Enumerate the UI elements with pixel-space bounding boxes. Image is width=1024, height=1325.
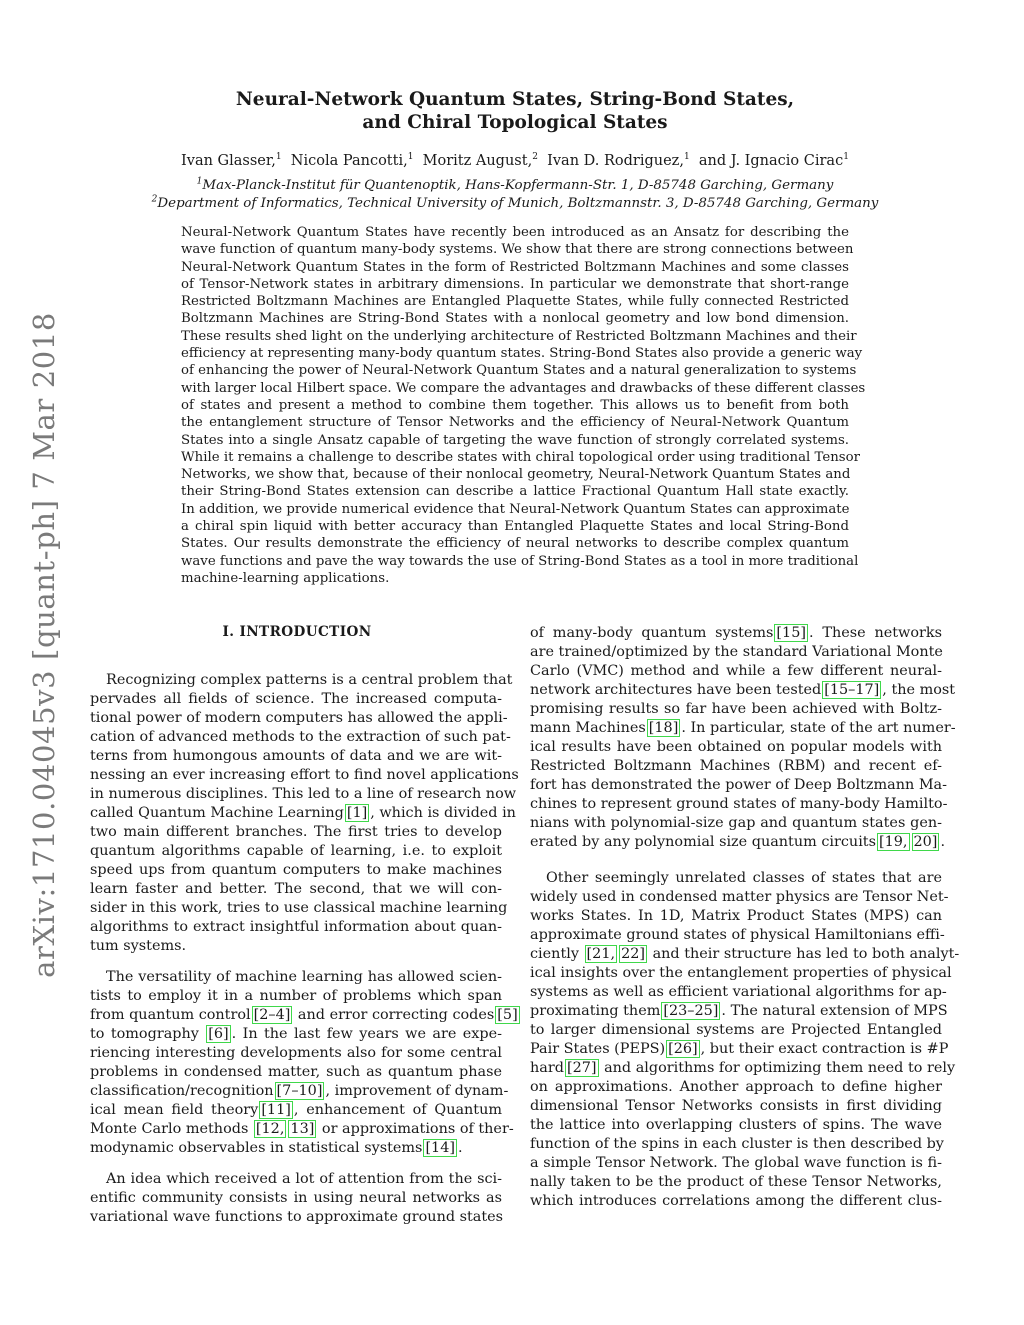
text-line [530, 1040, 949, 1059]
text-line: entific community consists in using neural networks as [90, 1190, 502, 1206]
abstract-line: wave function of quantum many-body systems. We show that there are strong connections between [181, 242, 854, 258]
affiliation-number: 2 [151, 194, 158, 205]
text-line: nessing an ever increasing effort to find novel applications [90, 767, 519, 783]
affiliation-2 [100, 196, 930, 211]
text-line: approximate ground states of physical Hamiltonians effi- [530, 927, 945, 943]
abstract-line: wave functions and pave the way towards the use of String-Bond States as a tool in more traditional [181, 553, 859, 569]
text-line: ical insights over the entanglement properties of physical [530, 965, 952, 981]
text-line [530, 681, 956, 700]
text-span: or approximations of ther- [317, 1121, 514, 1137]
text-line [530, 624, 942, 643]
text-line: algorithms to extract insightful information about quan- [90, 919, 502, 935]
text-line [90, 1139, 502, 1158]
citation-link[interactable]: [23–25] [663, 1003, 719, 1019]
abstract-line: of states and present a method to combine them together. This allows us to benefit from both [181, 397, 849, 413]
text-line: tists to employ it in a number of problems which span [90, 988, 502, 1004]
text-span: and algorithms for optimizing them need to rely [599, 1060, 956, 1076]
citation-link[interactable]: 13] [290, 1121, 315, 1137]
section-heading-introduction: I. INTRODUCTION [222, 624, 372, 640]
author-affiliation-mark: 1 [843, 152, 849, 163]
text-line: in numerous disciplines. This led to a line of research now [90, 786, 517, 802]
abstract-line: of Tensor-Network states in arbitrary dimensions. In particular we demonstrate that short-range [181, 276, 849, 292]
abstract [181, 224, 866, 587]
text-line: tional power of modern computers has allowed the appli- [90, 710, 508, 726]
text-span: classification/recognition [90, 1083, 274, 1099]
text-line: are trained/optimized by the standard Variational Monte [530, 644, 943, 660]
text-span: from quantum control [90, 1007, 251, 1023]
title-line: Neural-Network Quantum States, String-Bond States, [235, 89, 795, 110]
text-span: , improvement of dynam- [325, 1083, 509, 1099]
text-span: , which is divided in [370, 805, 516, 821]
text-span: , enhancement of Quantum [293, 1102, 503, 1118]
text-line: pervades all fields of science. The increased computa- [90, 691, 502, 707]
citation-link[interactable]: [12, [255, 1121, 285, 1137]
abstract-line: efficiency at representing many-body quantum states. String-Bond States also provide a generic way [181, 346, 863, 362]
text-line: quantum algorithms capable of learning, i.e. to exploit [90, 843, 502, 859]
text-line: promising results so far have been achieved with Boltz- [530, 701, 942, 717]
text-span: of many-body quantum systems [530, 625, 774, 641]
citation-link[interactable]: 22] [621, 946, 645, 962]
text-span: called Quantum Machine Learning [90, 805, 344, 821]
text-span: to tomography [90, 1026, 206, 1042]
text-span: erated by any polynomial size quantum circuits [530, 834, 876, 850]
text-line: which introduces correlations among the different clus- [530, 1193, 942, 1209]
abstract-line: States. Our results demonstrate the efficiency of neural networks to describe complex quantum [181, 536, 849, 552]
abstract-line: States into a single Ansatz capable of targeting the wave function of strongly correlated systems. [181, 432, 849, 448]
author-name: Nicola Pancotti, [290, 153, 408, 169]
abstract-line: Neural-Network Quantum States in the form of Restricted Boltzmann Machines and some classes [181, 259, 849, 275]
affiliation-number: 1 [196, 176, 203, 187]
text-line: Recognizing complex patterns is a central problem that [106, 672, 513, 688]
author-affiliation-mark: 1 [275, 152, 282, 163]
abstract-line: In addition, we provide numerical evidence that Neural-Network Quantum States can approximate [181, 501, 850, 517]
citation-link[interactable]: [15–17] [824, 682, 880, 698]
abstract-line: These results shed light on the underlying architecture of Restricted Boltzmann Machines and their [181, 328, 857, 344]
text-line: cation of advanced methods to the extraction of such pat- [90, 729, 511, 745]
text-line: Carlo (VMC) method and while a few different neural- [530, 663, 942, 679]
citation-link[interactable]: [19, [878, 834, 908, 850]
text-span: modynamic observables in statistical systems [90, 1140, 423, 1156]
paragraph [90, 1170, 502, 1227]
citation-link[interactable]: [14] [425, 1140, 455, 1156]
text-line [90, 1025, 502, 1044]
text-span: . [940, 834, 946, 850]
text-line: fort has demonstrated the power of Deep Boltzmann Ma- [530, 777, 947, 793]
citation-link[interactable]: [7–10] [276, 1083, 323, 1099]
text-line: problems in condensed matter, such as quantum phase [90, 1064, 502, 1080]
citation-link[interactable]: [26] [668, 1041, 698, 1057]
text-span: . In particular, state of the art numer- [681, 720, 956, 736]
author-name: Ivan Glasser, [181, 153, 276, 169]
author-affiliation-mark: 2 [532, 152, 538, 163]
paragraph [530, 624, 956, 852]
text-line: The versatility of machine learning has allowed scien- [106, 969, 502, 985]
author-name: Moritz August, [422, 153, 533, 169]
text-line: nally taken to be the product of these Tensor Networks, [530, 1174, 942, 1190]
citation-link[interactable]: [2–4] [253, 1007, 291, 1023]
text-line: chines to represent ground states of many-body Hamilto- [530, 796, 948, 812]
text-span: proximating them [530, 1003, 661, 1019]
abstract-line: the entanglement structure of Tensor Networks and the efficiency of Neural-Network Quantum [181, 415, 849, 431]
citation-link[interactable]: 20] [913, 834, 938, 850]
citation-link[interactable]: [6] [208, 1026, 229, 1042]
abstract-line: their String-Bond States extension can describe a lattice Fractional Quantum Hall state exactly. [181, 484, 849, 500]
abstract-line: Boltzmann Machines are String-Bond States with a nonlocal geometry and low bond dimension. [181, 311, 849, 327]
text-line [530, 945, 960, 964]
abstract-line: Networks, we show that, because of their nonlocal geometry, Neural-Network Quantum States and [181, 467, 851, 483]
text-line [530, 719, 956, 738]
text-line [530, 1002, 948, 1021]
text-line [90, 1101, 502, 1120]
abstract-line: While it remains a challenge to describe states with chiral topological order using traditional Tensor [181, 449, 860, 465]
abstract-line: Restricted Boltzmann Machines are Entangled Plaquette States, while fully connected Restricted [181, 294, 849, 310]
paragraph [530, 869, 960, 1211]
text-span: . In the last few years we are expe- [231, 1026, 502, 1042]
citation-link[interactable]: [27] [566, 1060, 597, 1076]
abstract-line: Neural-Network Quantum States have recently been introduced as an Ansatz for describing the [181, 225, 849, 240]
abstract-line: a chiral spin liquid with better accuracy than Entangled Plaquette States and local String-Bond [181, 519, 849, 535]
citation-link[interactable]: [15] [776, 625, 806, 641]
text-span: . [457, 1140, 463, 1156]
text-span: ciently [530, 946, 584, 962]
text-line: riencing interesting developments also for some central [90, 1045, 502, 1061]
text-line: terns from humongous amounts of data and we are wit- [90, 748, 502, 764]
text-span: hard [530, 1060, 564, 1076]
text-line: two main different branches. The first tries to develop [90, 824, 502, 840]
text-line: systems as well as efficient variational algorithms for ap- [530, 984, 947, 1000]
text-span: . These networks [808, 625, 943, 641]
author-affiliation-mark: 1 [407, 152, 414, 163]
affiliation-text: Max-Planck-Institut für Quantenoptik, Hans-Kopfermann-Str. 1, D-85748 Garching, Germany [202, 178, 834, 193]
text-line: learn faster and better. The second, that we will con- [90, 881, 502, 897]
text-span: . The natural extension of MPS [721, 1003, 948, 1019]
text-span: , but their exact contraction is #P [700, 1041, 949, 1057]
text-span: , the most [882, 682, 956, 698]
text-line: the lattice into overlapping clusters of spins. The wave [530, 1117, 942, 1133]
text-line: Restricted Boltzmann Machines (RBM) and recent ef- [530, 758, 942, 774]
text-line [90, 1006, 518, 1025]
text-span: and error correcting codes [293, 1007, 495, 1023]
author-name: Ivan D. Rodriguez, [547, 153, 684, 169]
text-line [90, 804, 516, 823]
text-line [530, 833, 946, 852]
left-column [90, 671, 519, 1227]
text-span: mann Machines [530, 720, 646, 736]
citation-link[interactable]: [11] [261, 1102, 291, 1118]
author-list [100, 153, 930, 169]
text-line: works States. In 1D, Matrix Product States (MPS) can [530, 908, 942, 924]
text-span: Pair States (PEPS) [530, 1041, 666, 1057]
affiliation-1 [100, 178, 930, 193]
affiliation-text: Department of Informatics, Technical University of Munich, Boltzmannstr. 3, D-85748 Garching, Germany [157, 196, 879, 211]
text-line: a simple Tensor Network. The global wave function is fi- [530, 1155, 942, 1171]
citation-link[interactable]: [1] [346, 805, 368, 821]
abstract-line: of enhancing the power of Neural-Network Quantum States and a natural generalization to systems [181, 363, 857, 379]
text-line: Other seemingly unrelated classes of states that are [546, 870, 942, 886]
text-line [90, 1120, 514, 1139]
citation-link[interactable]: [21, [586, 946, 616, 962]
citation-link[interactable]: [18] [648, 720, 679, 736]
text-line: ical results have been obtained on popular models with [530, 739, 942, 755]
text-line: to larger dimensional systems are Projected Entangled [530, 1022, 942, 1038]
author-name: and J. Ignacio Cirac [698, 153, 844, 169]
text-line: nians with polynomial-size gap and quantum states gen- [530, 815, 942, 831]
paragraph [90, 671, 519, 956]
text-line: speed ups from quantum computers to make machines [90, 862, 502, 878]
text-line [530, 1059, 956, 1078]
text-line: widely used in condensed matter physics are Tensor Net- [530, 889, 949, 905]
text-span: ical mean field theory [90, 1102, 259, 1118]
title-line: and Chiral Topological States [362, 112, 668, 133]
abstract-line: with larger local Hilbert space. We compare the advantages and drawbacks of these different classes [181, 380, 866, 396]
paper-title [140, 88, 890, 134]
right-column [530, 624, 960, 1211]
text-line: sider in this work, tries to use classical machine learning [90, 900, 508, 916]
abstract-line: machine-learning applications. [181, 570, 390, 586]
text-line [90, 1082, 509, 1101]
text-span: Monte Carlo methods [90, 1121, 253, 1137]
text-line: dimensional Tensor Networks consists in first dividing [530, 1098, 942, 1114]
text-span: network architectures have been tested [530, 682, 822, 698]
author-affiliation-mark: 1 [683, 152, 690, 163]
text-line: tum systems. [90, 938, 187, 954]
citation-link[interactable]: [5] [497, 1007, 518, 1023]
text-line: function of the spins in each cluster is then described by [530, 1136, 944, 1152]
text-line: An idea which received a lot of attention from the sci- [106, 1171, 502, 1187]
text-line: variational wave functions to approximate ground states [90, 1209, 504, 1225]
text-span: and their structure has led to both analyt- [648, 946, 960, 962]
arxiv-side-label: arXiv:1710.04045v3 [quant-ph] 7 Mar 2018 [27, 312, 61, 978]
paragraph [90, 968, 518, 1158]
text-line: on approximations. Another approach to define higher [530, 1079, 942, 1095]
